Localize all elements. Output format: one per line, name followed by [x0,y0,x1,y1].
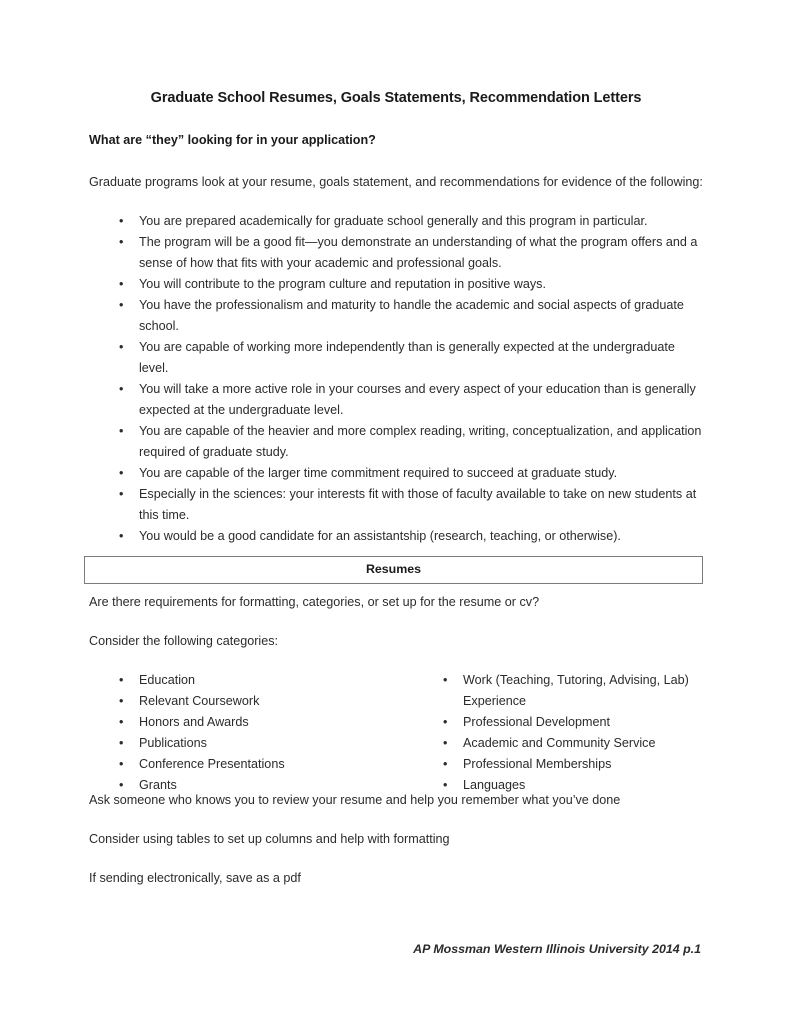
list-item: • Relevant Coursework [89,691,429,712]
list-item: • Work (Teaching, Tutoring, Advising, Lab) Experience [429,670,703,712]
closing-note: If sending electronically, save as a pdf [89,871,301,885]
categories-list-left [89,670,429,796]
list-item: • Especially in the sciences: your interests fit with those of faculty available to take on new students at this time. [89,484,703,526]
list-item: • Honors and Awards [89,712,429,733]
list-item: • Academic and Community Service [429,733,703,754]
intro-paragraph: Graduate programs look at your resume, goals statement, and recommendations for evidence of the following: [89,175,703,189]
section-banner-resumes: Resumes [84,556,703,584]
list-item: • You are capable of the heavier and more complex reading, writing, conceptualization, and application required of graduate study. [89,421,703,463]
resume-requirements-question: Are there requirements for formatting, categories, or set up for the resume or cv? [89,595,540,609]
page-title: Graduate School Resumes, Goals Statements, Recommendation Letters [150,90,642,106]
list-item: • Grants [89,775,429,796]
list-item: • You would be a good candidate for an assistantship (research, teaching, or otherwise). [89,526,703,547]
closing-note: Ask someone who knows you to review your resume and help you remember what you’ve done [89,793,621,807]
resumes-section [89,592,703,796]
categories-list-right [429,670,703,796]
categories-column-right [429,670,703,796]
categories-column-left [89,670,429,796]
list-item: • Conference Presentations [89,754,429,775]
criteria-list [89,211,703,547]
list-item: • You are prepared academically for graduate school generally and this program in particular. [89,211,703,232]
list-item: • Languages [429,775,703,796]
footer-attribution: AP Mossman Western Illinois University 2014 p.1 [413,942,701,956]
list-item: • You will contribute to the program culture and reputation in positive ways. [89,274,703,295]
list-item: • You are capable of working more independently than is generally expected at the undergraduate level. [89,337,703,379]
list-item: • You will take a more active role in your courses and every aspect of your education than is generally expected at the undergraduate level. [89,379,703,421]
list-item: • Professional Development [429,712,703,733]
categories-two-column-list [89,670,703,796]
list-item: • You are capable of the larger time commitment required to succeed at graduate study. [89,463,703,484]
list-item: • Education [89,670,429,691]
list-item: • You have the professionalism and maturity to handle the academic and social aspects of graduate school. [89,295,703,337]
list-item: • Professional Memberships [429,754,703,775]
closing-notes-section [89,790,703,907]
closing-note: Consider using tables to set up columns and help with formatting [89,832,450,846]
list-item: • The program will be a good fit—you demonstrate an understanding of what the program offers and a sense of how that fits with your academic and professional goals. [89,232,703,274]
list-item: • Publications [89,733,429,754]
document-body [89,88,703,547]
categories-lead-in: Consider the following categories: [89,634,279,648]
section-question-heading: What are “they” looking for in your application? [89,133,376,147]
